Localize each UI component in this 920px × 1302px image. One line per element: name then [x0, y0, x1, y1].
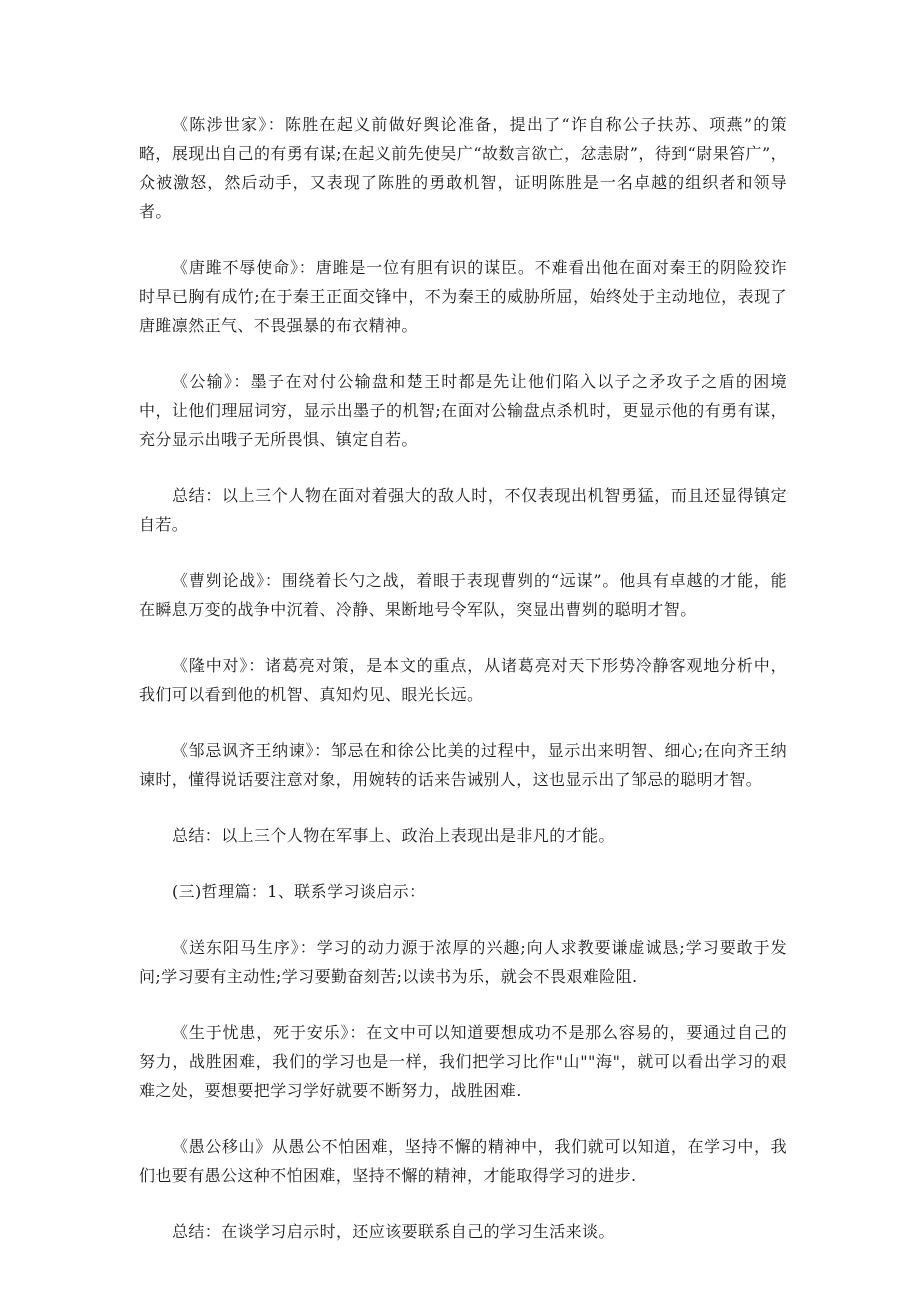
paragraph-gong-shu: 《公输》：墨子在对付公输盘和楚王时都是先让他们陷入以子之矛攻子之盾的困境中，让他们理屈词穷，显示出墨子的机智;在面对公输盘点杀机时，更显示他的有勇有谋，充分显示出哦子无所畏惧、镇定自若。 [139, 372, 787, 449]
paragraph-summary-courage: 总结：以上三个人物在面对着强大的敌人时，不仅表现出机智勇猛，而且还显得镇定自若。 [139, 486, 787, 534]
paragraph-cao-gui: 《曹刿论战》：围绕着长勺之战，着眼于表现曹刿的“远谋”。他具有卓越的才能，能在瞬息万变的战争中沉着、冷静、果断地号令军队，突显出曹刿的聪明才智。 [139, 571, 787, 619]
paragraph-long-zhong-dui: 《隆中对》：诸葛亮对策，是本文的重点，从诸葛亮对天下形势冷静客观地分析中，我们可以看到他的机智、真知灼见、眼光长远。 [139, 656, 787, 704]
paragraph-yu-gong: 《愚公移山》从愚公不怕困难，坚持不懈的精神中，我们就可以知道，在学习中，我们也要有愚公这种不怕困难，坚持不懈的精神，才能取得学习的进步. [139, 1137, 787, 1185]
paragraph-zou-ji: 《邹忌讽齐王纳谏》：邹忌在和徐公比美的过程中，显示出来明智、细心;在向齐王纳谏时，懂得说话要注意对象，用婉转的话来告诫别人，这也显示出了邹忌的聪明才智。 [139, 741, 787, 789]
paragraph-sheng-yu-you-huan: 《生于忧患，死于安乐》：在文中可以知道要想成功不是那么容易的，要通过自己的努力，战胜困难，我们的学习也是一样，我们把学习比作"山""海"，就可以看出学习的艰难之处，要想要把学习学好就要不断努力，战胜困难. [139, 1023, 787, 1100]
paragraph-summary-talent: 总结：以上三个人物在军事上、政治上表现出是非凡的才能。 [172, 826, 615, 845]
section-heading-philosophy: (三)哲理篇：1、联系学习谈启示： [172, 882, 426, 901]
paragraph-summary-study: 总结：在谈学习启示时，还应该要联系自己的学习生活来谈。 [172, 1222, 615, 1241]
document-body [139, 110, 787, 1273]
paragraph-song-dongyang: 《送东阳马生序》：学习的动力源于浓厚的兴趣;向人求教要谦虚诚恳;学习要敢于发问;学习要有主动性;学习要勤奋刻苦;以读书为乐，就会不畏艰难险阻. [139, 938, 787, 986]
paragraph-tang-ju: 《唐雎不辱使命》：唐雎是一位有胆有识的谋臣。不难看出他在面对秦王的阴险狡诈时早已胸有成竹;在于秦王正面交锋中，不为秦王的威胁所屈，始终处于主动地位，表现了唐雎凛然正气、不畏强暴的布衣精神。 [139, 258, 787, 335]
paragraph-chen-she-shi-jia: 《陈涉世家》：陈胜在起义前做好舆论准备，提出了“诈自称公子扶苏、项燕”的策略，展现出自己的有勇有谋;在起义前先使吴广“故数言欲亡，忿恚尉”，待到“尉果笞广”，众被激怒，然后动手，又表现了陈胜的勇敢机智，证明陈胜是一名卓越的组织者和领导者。 [139, 115, 787, 221]
